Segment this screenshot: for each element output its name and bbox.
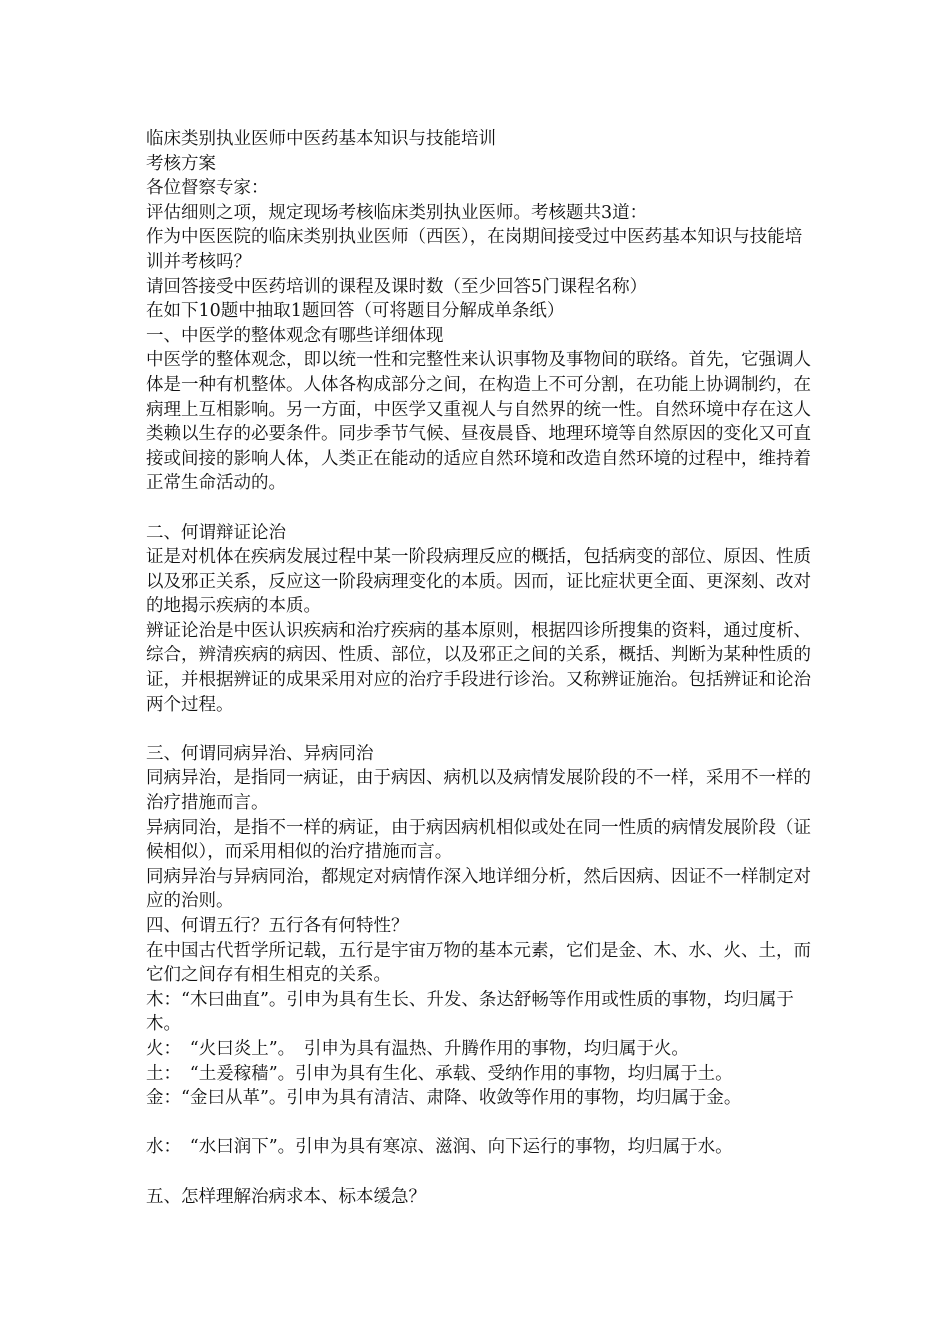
q4-metal: 金：“金曰从革”。引申为具有清洁、肃降、收敛等作用的事物，均归属于金。 — [146, 1088, 742, 1109]
q4-paragraph: 在中国古代哲学所记载，五行是宇宙万物的基本元素，它们是金、木、水、火、土，而它们之间存有相生相克的关系。 — [146, 940, 811, 986]
q1-heading: 一、中医学的整体观念有哪些详细体现 — [146, 325, 444, 346]
q2-heading: 二、何谓辩证论治 — [146, 522, 286, 543]
blank-line — [146, 717, 816, 742]
q4-heading: 四、何谓五行？五行各有何特性？ — [146, 916, 409, 936]
blank-line — [146, 496, 816, 521]
q2-paragraph: 证是对机体在疾病发展过程中某一阶段病理反应的概括，包括病变的部位、原因、性质以及邪正关系，反应这一阶段病理变化的本质。因而，证比症状更全面、更深刻、改对的地揭示疾病的本质。 — [146, 547, 811, 617]
q3-heading: 三、何谓同病异治、异病同治 — [146, 743, 374, 764]
q3-paragraph: 异病同治，是指不一样的病证，由于病因病机相似或处在同一性质的病情发展阶段（证候相似），而采用相似的治疗措施而言。 — [146, 817, 811, 863]
document-subtitle: 考核方案 — [146, 153, 216, 174]
q5-heading: 五、怎样理解治病求本、标本缓急？ — [146, 1186, 426, 1207]
q4-fire: 火： “火曰炎上”。 引申为具有温热、升腾作用的事物，均归属于火。 — [146, 1038, 689, 1059]
intro-greeting: 各位督察专家： — [146, 178, 269, 199]
document-title: 临床类别执业医师中医药基本知识与技能培训 — [146, 129, 496, 149]
intro-rule: 评估细则之项，规定现场考核临床类别执业医师。考核题共3道： — [146, 202, 648, 223]
q4-earth: 土： “土爰稼穑”。引申为具有生化、承载、受纳作用的事物，均归属于土。 — [146, 1063, 733, 1084]
q4-wood: 木：“木曰曲直”。引申为具有生长、升发、条达舒畅等作用或性质的事物，均归属于木。 — [146, 989, 794, 1035]
blank-line — [146, 1111, 816, 1136]
blank-line — [146, 1160, 816, 1185]
intro-question-2: 请回答接受中医药培训的课程及课时数（至少回答5门课程名称） — [146, 276, 648, 297]
intro-question-3: 在如下10题中抽取1题回答（可将题目分解成单条纸） — [146, 301, 565, 322]
document-page — [146, 127, 816, 1209]
q2-paragraph: 辨证论治是中医认识疾病和治疗疾病的基本原则，根据四诊所搜集的资料，通过度析、综合，辨清疾病的病因、性质、部位，以及邪正之间的关系，概括、判断为某种性质的证，并根据辨证的成果采用对应的治疗手段进行诊治。又称辨证施治。包括辨证和论治两个过程。 — [146, 620, 811, 715]
intro-question-1: 作为中医医院的临床类别执业医师（西医），在岗期间接受过中医药基本知识与技能培训并考核吗？ — [146, 227, 803, 272]
q3-paragraph: 同病异治，是指同一病证，由于病因、病机以及病情发展阶段的不一样，采用不一样的治疗措施而言。 — [146, 768, 811, 814]
q4-water: 水： “水曰润下”。引申为具有寒凉、滋润、向下运行的事物，均归属于水。 — [146, 1137, 733, 1158]
q1-paragraph: 中医学的整体观念，即以统一性和完整性来认识事物及事物间的联络。首先，它强调人体是一种有机整体。人体各构成部分之间，在构造上不可分割，在功能上协调制约，在病理上互相影响。另一方面，中医学又重视人与自然界的统一性。自然环境中存在这人类赖以生存的必要条件。同步季节气候、昼夜晨昏、地理环境等自然原因的变化又可直接或间接的影响人体，人类正在能动的适应自然环境和改造自然环境的过程中，维持着正常生命活动的。 — [146, 350, 811, 494]
q3-paragraph: 同病异治与异病同治，都规定对病情作深入地详细分析，然后因病、因证不一样制定对应的治则。 — [146, 866, 811, 912]
